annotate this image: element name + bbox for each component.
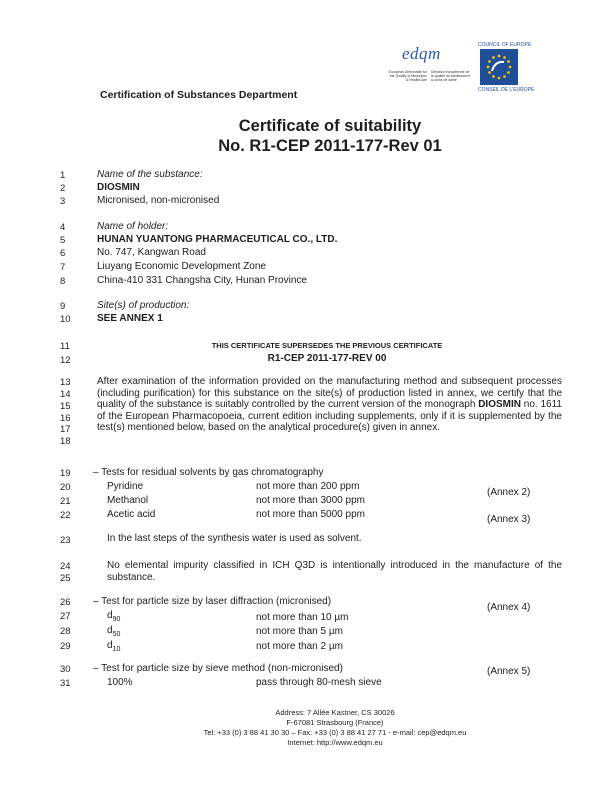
- solvent-limit: not more than 5000 ppm: [256, 509, 365, 520]
- line-number: 28: [60, 626, 71, 637]
- line-number: 17: [60, 424, 71, 435]
- paragraph-text: After examination of the information provided on the manufacturing method and subsequent processes (including purification) for this substance on the site(s) of production listed in annex, we certify that the quality of the substance is suitably controlled by the current version of the monograph: [97, 376, 562, 411]
- line-number: 9: [60, 301, 66, 312]
- line-number: 6: [60, 248, 66, 259]
- certificate-title: Certificate of suitability: [238, 117, 422, 135]
- sieve-param: 100%: [107, 677, 133, 688]
- substance-name: DIOSMIN: [97, 182, 140, 193]
- holder-address-line: Liuyang Economic Development Zone: [97, 261, 266, 272]
- line-number: 24: [60, 561, 71, 572]
- edqm-logo-text: edqm: [402, 44, 441, 63]
- edqm-tagline-fr: Direction européenne de la qualité du médicament & soins de santé: [431, 70, 470, 82]
- test-heading: – Test for particle size by sieve method (non-micronised): [93, 663, 343, 674]
- holder-name: HUNAN YUANTONG PHARMACEUTICAL CO., LTD.: [97, 234, 338, 245]
- particle-size-param: [107, 625, 120, 638]
- edqm-tagline-en: European Directorate for the Quality of Medicines & HealthCare: [388, 70, 427, 82]
- solvent-limit: not more than 200 ppm: [256, 481, 360, 492]
- test-heading: – Test for particle size by laser diffraction (micronised): [93, 596, 332, 607]
- line-number: 26: [60, 597, 71, 608]
- line-number: 10: [60, 314, 71, 325]
- solvent-limit: not more than 3000 ppm: [256, 495, 365, 506]
- line-number: 27: [60, 611, 71, 622]
- particle-size-param: [107, 640, 120, 653]
- test-heading: – Tests for residual solvents by gas chromatography: [93, 467, 324, 478]
- particle-size-param: [107, 610, 120, 623]
- line-number: 15: [60, 401, 71, 412]
- solvent-name: Pyridine: [107, 481, 144, 492]
- footer-website-line: Internet: http://www.edqm.eu: [287, 738, 383, 747]
- line-number: 14: [60, 389, 71, 400]
- line-number: 29: [60, 641, 71, 652]
- line-number: 16: [60, 413, 71, 424]
- footer-city-line: F-67081 Strasbourg (France): [286, 718, 384, 727]
- monograph-name: DIOSMIN: [478, 399, 521, 411]
- param-letter: d: [107, 640, 113, 651]
- elemental-impurity-text: No elemental impurity classified in ICH Q3D is intentionally introduced in the manufacture of the substance.: [107, 560, 562, 583]
- line-number: 3: [60, 196, 66, 207]
- param-letter: d: [107, 625, 113, 636]
- certification-text: [97, 376, 562, 434]
- holder-address-line: China-410 331 Changsha City, Hunan Province: [97, 275, 307, 286]
- param-subscript: 10: [112, 646, 121, 653]
- line-number: 2: [60, 183, 66, 194]
- line-number: 5: [60, 235, 66, 246]
- annex-reference: (Annex 4): [487, 602, 531, 613]
- annex-reference: (Annex 3): [487, 514, 531, 525]
- solvent-name: Methanol: [107, 495, 149, 506]
- line-number: 13: [60, 377, 71, 388]
- solvent-name: Acetic acid: [107, 509, 156, 520]
- coe-bottom-text: CONSEIL DE L'EUROPE: [478, 87, 535, 93]
- sieve-limit: pass through 80-mesh sieve: [256, 677, 382, 688]
- holder-label: Name of holder:: [97, 221, 169, 232]
- line-number: 20: [60, 482, 71, 493]
- particle-size-limit: not more than 5 µm: [256, 626, 343, 637]
- line-number: 25: [60, 573, 71, 584]
- line-number: 12: [60, 355, 71, 366]
- substance-grade: Micronised, non-micronised: [97, 195, 220, 206]
- line-number: 18: [60, 436, 71, 447]
- site-label: Site(s) of production:: [97, 300, 190, 311]
- param-subscript: 50: [112, 631, 121, 638]
- certificate-number: No. R1-CEP 2011-177-Rev 01: [218, 137, 442, 155]
- line-number: 8: [60, 276, 66, 287]
- line-number: 19: [60, 468, 71, 479]
- annex-reference: (Annex 5): [487, 666, 531, 677]
- holder-address-line: No. 747, Kangwan Road: [97, 247, 206, 258]
- coe-stars-flag-icon: [480, 49, 518, 85]
- department-name: Certification of Substances Department: [100, 89, 298, 101]
- paragraph-text: no. 1611 of the European Pharmacopoeia, current edition including supplements, only if it is supplemented by the test(s) mentioned below, based on the analytical procedure(s) given in annex.: [97, 399, 562, 434]
- line-number: 7: [60, 262, 66, 273]
- site-value: SEE ANNEX 1: [97, 313, 163, 324]
- water-text: In the last steps of the synthesis water is used as solvent.: [107, 533, 362, 544]
- substance-label: Name of the substance:: [97, 169, 203, 180]
- line-number: 22: [60, 510, 71, 521]
- line-number: 1: [60, 170, 66, 181]
- line-number: 23: [60, 535, 71, 546]
- param-subscript: 90: [112, 616, 121, 623]
- particle-size-limit: not more than 10 µm: [256, 612, 349, 623]
- annex-reference: (Annex 2): [487, 487, 531, 498]
- line-number: 31: [60, 678, 71, 689]
- coe-top-text: COUNCIL OF EUROPE: [478, 42, 532, 48]
- line-number: 11: [60, 341, 70, 352]
- footer-address-line: Address: 7 Allée Kastner, CS 30026: [275, 708, 395, 717]
- particle-size-limit: not more than 2 µm: [256, 641, 343, 652]
- supersedes-notice: THIS CERTIFICATE SUPERSEDES THE PREVIOUS CERTIFICATE: [211, 341, 443, 350]
- previous-certificate-number: R1-CEP 2011-177-REV 00: [267, 353, 387, 364]
- param-letter: d: [107, 610, 113, 621]
- line-number: 30: [60, 664, 71, 675]
- line-number: 4: [60, 222, 66, 233]
- footer-contact-line: Tel: +33 (0) 3 88 41 30 30 – Fax: +33 (0) 3 88 41 27 71 - e-mail: cep@edqm.eu: [203, 728, 467, 737]
- line-number: 21: [60, 496, 71, 507]
